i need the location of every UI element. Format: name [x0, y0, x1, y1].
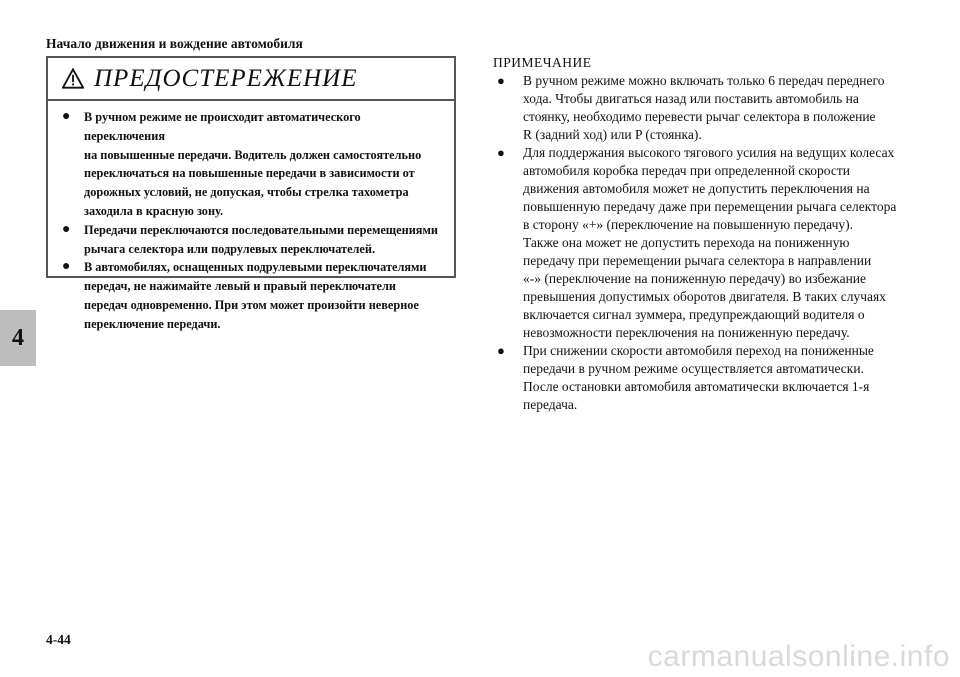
note-item: [493, 72, 913, 144]
note-item: [493, 342, 913, 414]
page-header: Начало движения и вождение автомобиля: [46, 36, 303, 51]
warning-item-text: Передачи переключаются последовательными перемещениями рычага селектора или подрулевых переключателей.: [84, 222, 438, 256]
warning-item-text: В автомобилях, оснащенных подрулевыми переключателями передач, не нажимайте левый и правый переключатели передач одновременно. При этом может произойти неверное переключение передачи.: [84, 260, 427, 331]
warning-item: [62, 108, 444, 221]
note-item-text: В ручном режиме можно включать только 6 передач переднего хода. Чтобы двигаться назад или поставить автомобиль на стоянку, необходимо перевести рычаг селектора в положение R (задний ход) или P (стоянка).: [523, 73, 885, 142]
watermark: carmanualsonline.info: [647, 640, 950, 673]
warning-body: [48, 101, 454, 334]
warning-item-text: В ручном режиме не происходит автоматического переключения на повышенные передачи. Водитель должен самостоятельно переключаться на повышенные передачи в зависимости от дорожных условий, не допуская, чтобы стрелка тахометра заходила в красную зону.: [84, 110, 422, 218]
note-title: ПРИМЕЧАНИЕ: [493, 55, 592, 70]
warning-title: ПРЕДОСТЕРЕЖЕНИЕ: [94, 64, 358, 92]
bullet-icon: ●: [497, 145, 505, 160]
warning-box: [46, 56, 456, 331]
note-item: [493, 144, 913, 342]
chapter-number: 4: [12, 324, 24, 351]
bullet-icon: ●: [497, 73, 505, 88]
bullet-icon: ●: [62, 109, 71, 124]
page-number: 4-44: [46, 632, 71, 647]
bullet-icon: ●: [62, 221, 71, 237]
note-item-text: При снижении скорости автомобиля переход на пониженные передачи в ручном режиме осуществляется автоматически. После остановки автомобиля автоматически включается 1-я передача.: [523, 343, 874, 412]
warning-triangle-icon: [62, 68, 84, 89]
bullet-icon: ●: [497, 343, 505, 358]
note-section: [493, 54, 913, 414]
note-item-text: Для поддержания высокого тягового усилия на ведущих колесах автомобиля коробка передач при определенной скорости движения автомобиля может не допустить переключения на повышенную передачу даже при перемещении рычага селектора в сторону «+» (переключение на повышенную передачу). Также она может не допустить перехода на пониженную передачу при перемещении рычага селектора в направлении «-» (переключение на пониженную передачу) во избежание превышения допустимых оборотов двигателя. В таких случаях включается сигнал зуммера, предупреждающий водителя о невозможности переключения на пониженную передачу.: [523, 145, 897, 340]
warning-item: [62, 221, 444, 259]
bullet-icon: ●: [62, 259, 71, 275]
warning-item: [62, 258, 444, 333]
warning-header: [48, 58, 454, 101]
chapter-tab: [0, 310, 36, 366]
